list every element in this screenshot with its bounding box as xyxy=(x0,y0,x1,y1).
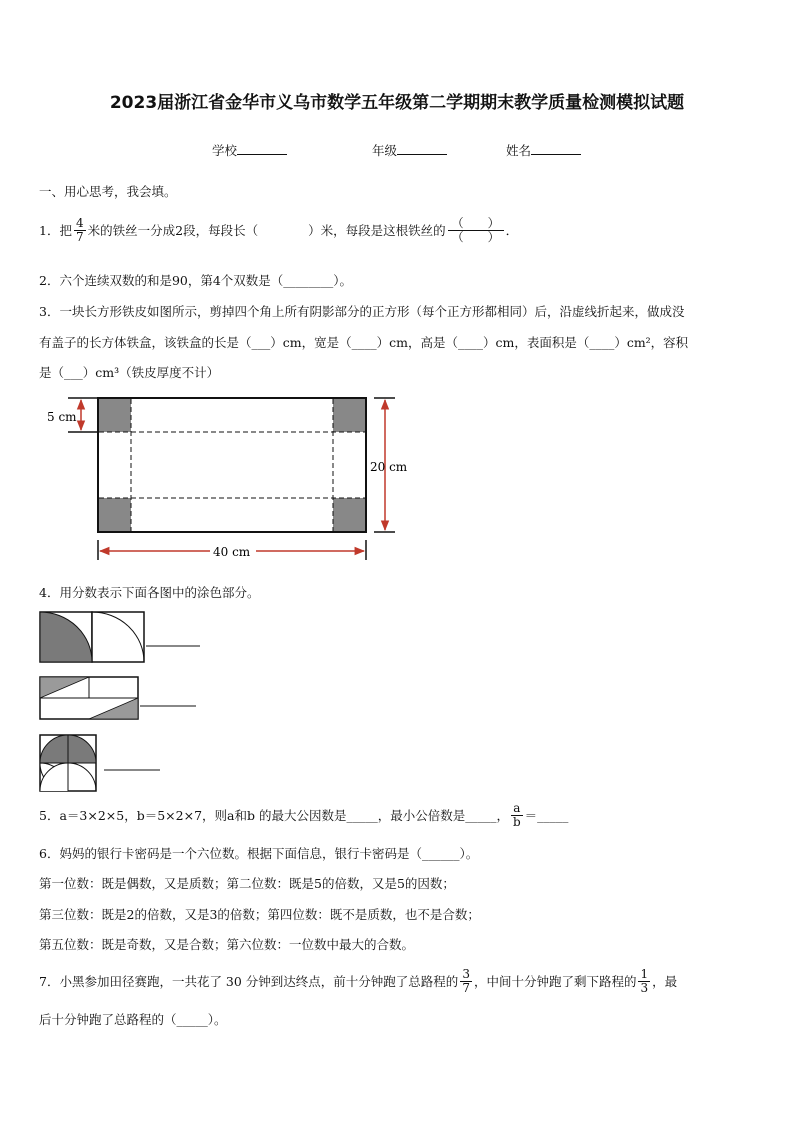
question-4: 4．用分数表示下面各图中的涂色部分。 xyxy=(39,585,260,600)
q7-f1-num: 3 xyxy=(462,966,470,981)
question-1 xyxy=(39,212,518,248)
label-40cm: 40 cm xyxy=(213,545,251,559)
sheet-outline xyxy=(98,398,366,532)
q7-fraction-2 xyxy=(638,968,650,995)
name-label: 姓名 xyxy=(506,143,532,158)
question-2: 2．六个连续双数的和是90，第4个双数是（________）。 xyxy=(39,273,353,288)
q5-text-end: ＝_____ xyxy=(524,808,569,823)
shape-figure-1 xyxy=(38,610,208,666)
grade-label: 年级 xyxy=(372,143,398,158)
question-6-line-1: 6．妈妈的银行卡密码是一个六位数。根据下面信息，银行卡密码是（______）。 xyxy=(39,846,479,861)
corner-square-top-left xyxy=(99,399,131,432)
name-blank[interactable] xyxy=(531,141,581,155)
q5-fraction xyxy=(511,802,523,829)
school-blank[interactable] xyxy=(237,141,287,155)
q7-text-end: ，最 xyxy=(652,974,678,989)
q7-f2-den: 3 xyxy=(640,980,649,995)
grade-blank[interactable] xyxy=(397,141,447,155)
question-6-line-4: 第五位数：既是奇数，又是合数；第六位数：一位数中最大的合数。 xyxy=(39,937,415,952)
corner-square-top-right xyxy=(333,399,365,432)
question-7-line-2: 后十分钟跑了总路程的（_____）。 xyxy=(39,1012,227,1027)
corner-square-bottom-right xyxy=(333,498,365,531)
corner-square-bottom-left xyxy=(99,498,131,531)
q1-answer-fraction[interactable] xyxy=(448,217,504,244)
section-heading: 一、用心思考，我会填。 xyxy=(39,184,177,199)
q7-fraction-1 xyxy=(460,968,472,995)
q7-f1-den: 7 xyxy=(462,980,470,995)
question-7-line-1 xyxy=(39,963,677,999)
q1-number: 1． xyxy=(39,223,60,238)
q7-f2-num: 1 xyxy=(640,966,649,981)
q1-answer-den: （ ） xyxy=(451,229,500,244)
q1-text-pre: 把 xyxy=(59,223,72,238)
q5-frac-den: b xyxy=(512,814,521,829)
school-label: 学校 xyxy=(212,143,238,158)
name-field xyxy=(506,141,581,159)
q1-text-end: ． xyxy=(505,223,519,238)
q1-text-mid: 米的铁丝一分成2段，每段长（ ）米，每段是这根铁丝的 xyxy=(87,223,446,238)
school-field xyxy=(212,141,287,159)
q1-frac-den: 7 xyxy=(75,229,84,244)
label-5cm: 5 cm xyxy=(47,410,77,424)
question-3-line-2: 有盖子的长方体铁盒，该铁盒的长是（___）cm，宽是（____）cm，高是（____）cm，表面积是（____）cm²，容积 xyxy=(39,335,689,350)
shape-figure-2 xyxy=(38,675,208,723)
q7-text-mid: ，中间十分钟跑了剩下路程的 xyxy=(473,974,637,989)
label-20cm: 20 cm xyxy=(370,460,408,474)
shape-figure-3 xyxy=(38,733,168,793)
grade-field xyxy=(372,141,447,159)
q1-fraction xyxy=(74,217,86,244)
q1-frac-num: 4 xyxy=(75,215,84,230)
q7-text-pre: 7．小黑参加田径赛跑，一共花了 30 分钟到达终点，前十分钟跑了总路程的 xyxy=(39,974,459,989)
question-3-line-3: 是（___）cm³（铁皮厚度不计） xyxy=(39,365,220,380)
page-title: 2023届浙江省金华市义乌市数学五年级第二学期期末教学质量检测模拟试题 xyxy=(109,93,685,113)
question-5 xyxy=(39,800,568,830)
q5-text: 5．a＝3×2×5，b＝5×2×7，则a和b 的最大公因数是_____，最小公倍数是_____， xyxy=(39,808,509,823)
question-6-line-2: 第一位数：既是偶数，又是质数；第二位数：既是5的倍数，又是5的因数； xyxy=(39,876,455,891)
q5-frac-num: a xyxy=(511,802,523,816)
sheet-diagram xyxy=(40,390,420,565)
q1-answer-num: （ ） xyxy=(448,217,504,231)
question-6-line-3: 第三位数：既是2的倍数，又是3的倍数；第四位数：既不是质数，也不是合数； xyxy=(39,907,480,922)
question-3-line-1: 3．一块长方形铁皮如图所示，剪掉四个角上所有阴影部分的正方形（每个正方形都相同）后，沿虚线折起来，做成没 xyxy=(39,304,685,319)
